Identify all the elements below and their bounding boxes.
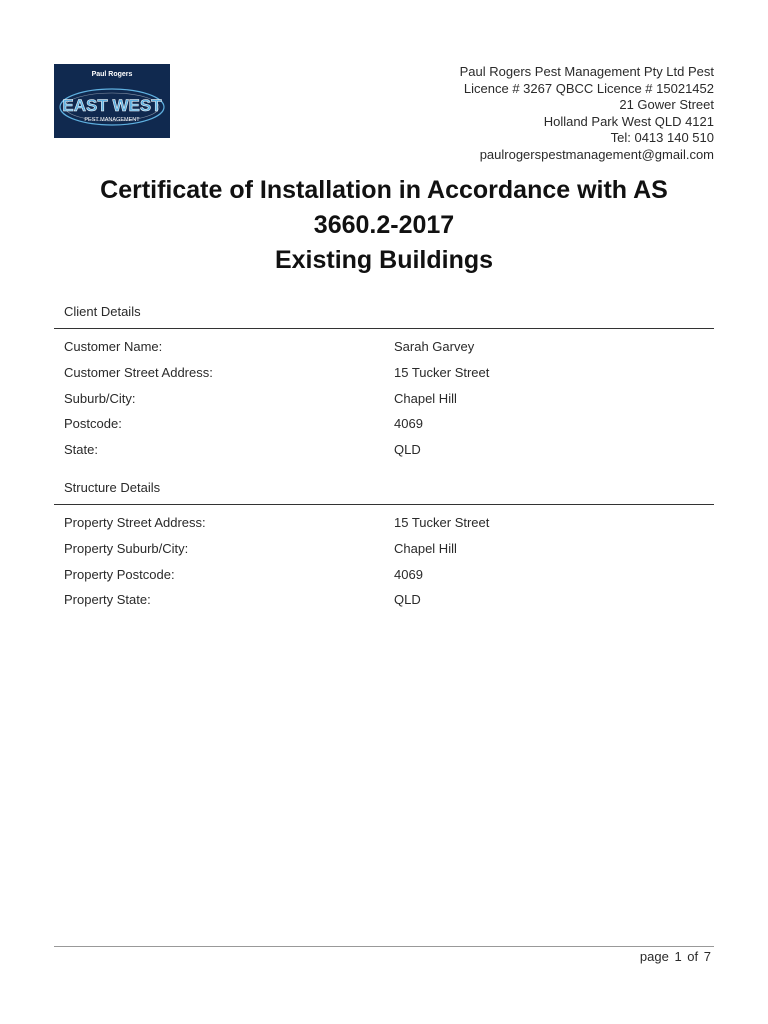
field-label: Customer Name: [64, 339, 163, 354]
structure-row-state [64, 592, 714, 610]
title-line-2: 3660.2-2017 [313, 211, 455, 239]
company-line: Paul Rogers Pest Management Pty Ltd Pest [459, 64, 714, 79]
field-value: QLD [394, 442, 421, 457]
field-value: QLD [394, 592, 421, 607]
title-line-3: Existing Buildings [274, 246, 494, 274]
field-value: 15 Tucker Street [394, 515, 490, 530]
field-label: Customer Street Address: [64, 365, 213, 380]
title-line-1: Certificate of Installation in Accordance with AS [100, 176, 668, 204]
page-label: page [639, 949, 669, 964]
client-details-heading: Client Details [64, 304, 141, 319]
structure-details-heading: Structure Details [64, 480, 161, 495]
page-indicator [640, 949, 711, 964]
client-row-state [64, 442, 714, 460]
structure-details-divider [54, 504, 714, 505]
company-address-block [294, 64, 714, 163]
field-value: 4069 [394, 567, 423, 582]
page-of-label: of [687, 949, 699, 964]
company-line: Licence # 3267 QBCC Licence # 15021452 [463, 80, 714, 96]
field-value: 15 Tucker Street [394, 365, 490, 380]
field-label: Suburb/City: [64, 391, 136, 406]
client-details-divider [54, 328, 714, 329]
field-label: Property Suburb/City: [64, 541, 189, 556]
company-line: Tel: 0413 140 510 [610, 130, 714, 145]
structure-row-street-address [64, 515, 714, 533]
company-line: Holland Park West QLD 4121 [543, 113, 714, 129]
structure-row-postcode [64, 567, 714, 585]
field-label: Property Postcode: [64, 567, 175, 582]
client-row-customer-name [64, 339, 714, 357]
company-line: 21 Gower Street [619, 97, 714, 112]
certificate-title [40, 173, 728, 278]
field-label: Property State: [64, 592, 151, 607]
page-current: 1 [674, 949, 682, 964]
footer-divider [54, 946, 714, 947]
field-value: Chapel Hill [394, 541, 457, 556]
logo-sub-text: PEST MANAGEMENT [84, 117, 140, 123]
client-row-suburb [64, 391, 714, 409]
page-total: 7 [703, 949, 711, 964]
structure-row-suburb [64, 541, 714, 559]
client-row-postcode [64, 416, 714, 434]
field-label: Property Street Address: [64, 515, 206, 530]
field-value: Sarah Garvey [394, 339, 475, 354]
field-value: Chapel Hill [394, 391, 457, 406]
field-value: 4069 [394, 416, 423, 431]
client-row-street-address [64, 365, 714, 383]
company-logo [54, 64, 170, 138]
logo-top-text: Paul Rogers [91, 71, 133, 78]
logo-main-text: EAST WEST [62, 96, 162, 115]
field-label: State: [64, 442, 98, 457]
company-email: paulrogerspestmanagement@gmail.com [479, 146, 714, 162]
field-label: Postcode: [64, 416, 122, 431]
